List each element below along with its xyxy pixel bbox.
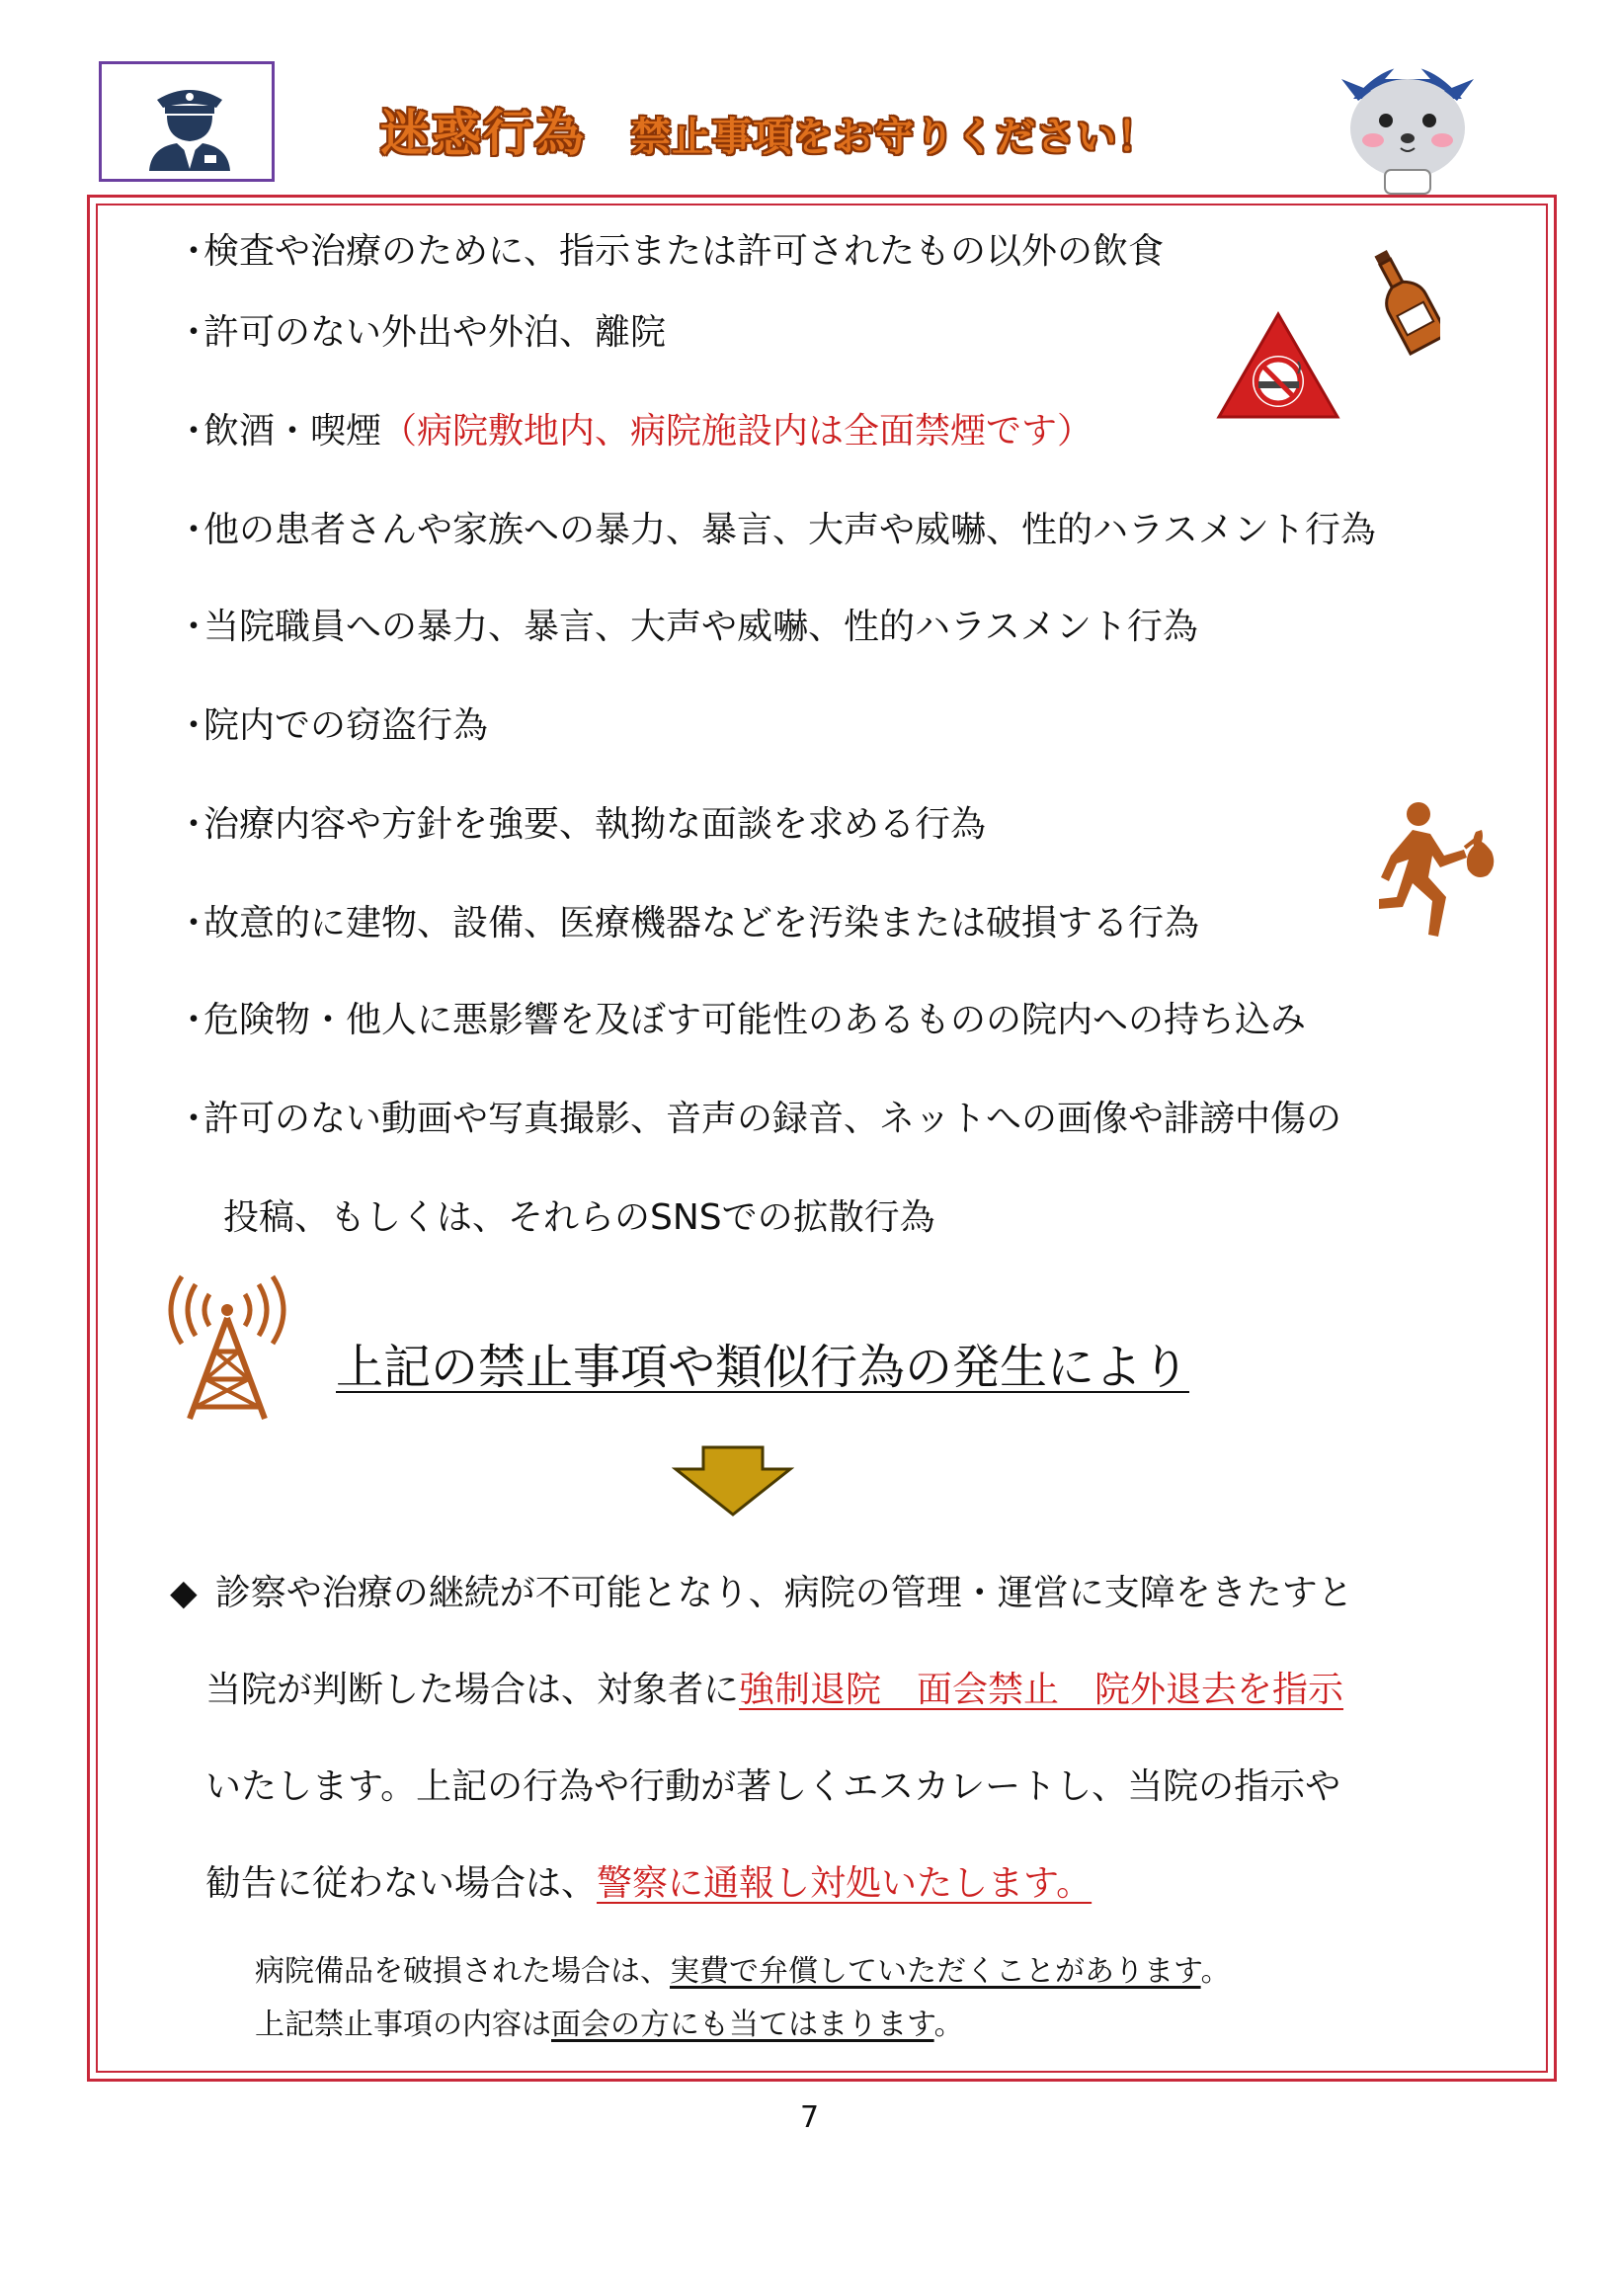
item-text: 検査や治療のために、指示または許可されたもの以外の飲食 <box>203 231 1165 272</box>
note-text: 病院備品を破損された場合は、 <box>255 1954 670 1989</box>
list-item-smoking <box>176 403 1093 453</box>
note-text: 。 <box>933 2008 964 2042</box>
police-warning-text: 警察に通報し対処いたします。 <box>597 1863 1093 1904</box>
item-text: 院内での窃盗行為 <box>203 705 489 746</box>
list-item-continued <box>223 1189 935 1240</box>
mascot-icon <box>1324 40 1492 198</box>
antenna-tower-icon <box>168 1274 286 1423</box>
consequence-text: 診察や治療の継続が不可能となり、病院の管理・運営に支障をきたすと <box>214 1573 1353 1613</box>
no-smoking-note: （病院敷地内、病院施設内は全面禁煙です） <box>381 411 1093 451</box>
item-text: 当院職員への暴力、暴言、大声や威嚇、性的ハラスメント行為 <box>203 607 1198 647</box>
list-item <box>176 1091 1341 1141</box>
item-text: 許可のない動画や写真撮影、音声の録音、ネットへの画像や誹謗中傷の <box>203 1099 1342 1139</box>
consequence-line-1 <box>170 1565 1353 1615</box>
list-item <box>176 304 666 355</box>
consequence-text: 勧告に従わない場合は、 <box>205 1863 598 1904</box>
bullet: ・ <box>176 804 212 845</box>
consequence-text: 当院が判断した場合は、対象者に <box>205 1670 740 1710</box>
bottle-icon <box>1371 245 1440 356</box>
item-text: 許可のない外出や外泊、離院 <box>203 312 667 353</box>
list-item <box>176 796 986 847</box>
item-text: 飲酒・喫煙 <box>203 411 382 451</box>
headline: 上記の禁止事項や類似行為の発生により <box>336 1340 1190 1395</box>
police-officer-icon <box>143 78 236 171</box>
list-item <box>176 502 1376 552</box>
consequence-line-3 <box>205 1759 1340 1809</box>
note-1 <box>255 1946 1231 1990</box>
bullet: ・ <box>176 312 212 353</box>
consequence-line-2 <box>205 1662 1343 1712</box>
bullet: ・ <box>176 510 212 550</box>
list-item <box>176 697 488 748</box>
bullet: ・ <box>176 705 212 746</box>
item-text: 故意的に建物、設備、医療機器などを汚染または破損する行為 <box>203 903 1200 943</box>
item-text: 他の患者さんや家族への暴力、暴言、大声や威嚇、性的ハラスメント行為 <box>203 510 1376 550</box>
down-arrow-icon <box>672 1445 794 1517</box>
title-main: 迷惑行為 <box>380 105 586 162</box>
thief-icon <box>1373 798 1501 943</box>
note-underlined: 面会の方にも当てはまります <box>551 2008 934 2042</box>
page-number: 7 <box>799 2100 820 2135</box>
note-underlined: 実費で弁償していただくことがあります <box>670 1954 1201 1989</box>
diamond-bullet: ◆ <box>170 1573 198 1613</box>
note-text: 。 <box>1200 1954 1231 1989</box>
item-text: 治療内容や方針を強要、執拗な面談を求める行為 <box>203 804 987 845</box>
bullet: ・ <box>176 1000 212 1040</box>
no-smoking-icon <box>1215 310 1341 421</box>
bullet: ・ <box>176 607 212 647</box>
list-item <box>176 992 1306 1042</box>
note-2 <box>255 2000 964 2043</box>
title-sub: 禁止事項をお守りください！ <box>631 115 1158 160</box>
bullet: ・ <box>176 231 212 272</box>
bullet: ・ <box>176 411 212 451</box>
list-item <box>176 895 1199 945</box>
police-icon-box <box>99 61 275 182</box>
page-title <box>380 94 1158 165</box>
consequence-text: いたします。上記の行為や行動が著しくエスカレートし、当院の指示や <box>205 1766 1341 1807</box>
item-text: 危険物・他人に悪影響を及ぼす可能性のあるものの院内への持ち込み <box>203 1000 1307 1040</box>
list-item <box>176 223 1164 274</box>
note-text: 上記禁止事項の内容は <box>255 2008 551 2042</box>
bullet: ・ <box>176 1099 212 1139</box>
bullet: ・ <box>176 903 212 943</box>
penalty-text: 強制退院 面会禁止 院外退去を指示 <box>739 1670 1344 1710</box>
consequence-line-4 <box>205 1855 1092 1906</box>
item-text: 投稿、もしくは、それらのSNSでの拡散行為 <box>223 1197 935 1238</box>
list-item <box>176 599 1198 649</box>
